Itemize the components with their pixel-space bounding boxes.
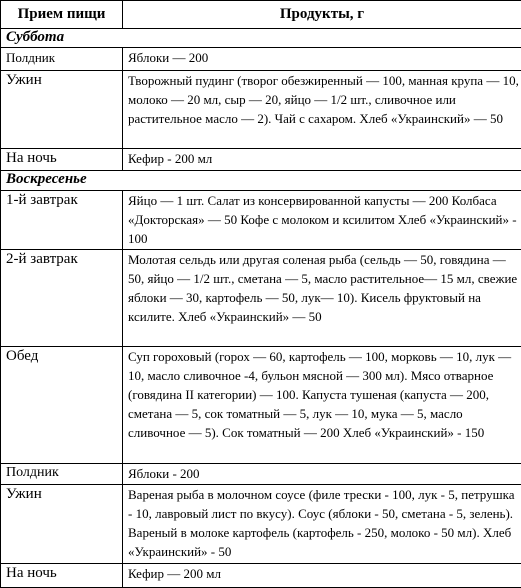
day-label: Суббота [1, 29, 521, 48]
products-cell: Яблоки - 200 [123, 464, 521, 485]
products-cell: Вареная рыба в молочном соусе (филе трески - 100, лук - 5, петрушка - 10, лавровый лист по вкусу). Соус (яблоки - 50, сметана - 5, зелень). Вареный в молоке картофель (картофель - 250, молоко - 50 мл). Хлеб «Украинский» - 50 [123, 485, 521, 564]
day-label: Воскресенье [1, 171, 521, 191]
products-cell: Яблоки — 200 [123, 48, 521, 71]
table-row [1, 485, 521, 564]
products-cell: Молотая сельдь или другая соленая рыба (сельдь — 50, говядина — 50, яйцо — 1/2 шт., сметана — 5, масло растительное— 15 мл, свежие яблоки — 30, картофель — 50, лук— 10). Кисель фруктовый на ксилите. Хлеб «Украинский» — 50 [123, 250, 521, 347]
table-row [1, 149, 521, 171]
meal-cell: Полдник [1, 464, 123, 485]
meal-cell: Обед [1, 347, 123, 464]
day-row-sunday [1, 171, 521, 191]
products-cell: Суп гороховый (горох — 60, картофель — 100, морковь — 10, лук —10, масло сливочное -4, бульон мясной — 300 мл). Мясо отварное (говядина II категории) — 100. Капуста тушеная (капуста — 200, сметана — 5, сок томатный — 5, лук — 10, мука — 5, масло сливочное — 5). Сок томатный — 200 Хлеб «Украинский» - 150 [123, 347, 521, 464]
meal-cell: 1-й завтрак [1, 191, 123, 250]
table-row [1, 71, 521, 149]
header-products: Продукты, г [123, 1, 521, 29]
products-cell: Творожный пудинг (творог обезжиренный — 100, манная крупа — 10, молоко — 20 мл, сыр — 20, яйцо — 1/2 шт., сливочное или растительное масло — 2). Чай с сахаром. Хлеб «Украинский» — 50 [123, 71, 521, 149]
meal-cell: Ужин [1, 71, 123, 149]
meal-cell: На ночь [1, 149, 123, 171]
products-cell: Кефир — 200 мл [123, 564, 521, 588]
meal-cell: На ночь [1, 564, 123, 588]
day-row-saturday [1, 29, 521, 48]
products-cell: Кефир - 200 мл [123, 149, 521, 171]
meal-cell: Полдник [1, 48, 123, 71]
meal-cell: Ужин [1, 485, 123, 564]
products-cell: Яйцо — 1 шт. Салат из консервированной капусты — 200 Колбаса «Докторская» — 50 Кофе с молоком и ксилитом Хлеб «Украинский» - 100 [123, 191, 521, 250]
table-row [1, 564, 521, 588]
table-row [1, 48, 521, 71]
table-row [1, 250, 521, 347]
table-row [1, 347, 521, 464]
header-meal: Прием пищи [1, 1, 123, 29]
header-row [1, 1, 521, 29]
meal-cell: 2-й завтрак [1, 250, 123, 347]
table-row [1, 191, 521, 250]
table-row [1, 464, 521, 485]
